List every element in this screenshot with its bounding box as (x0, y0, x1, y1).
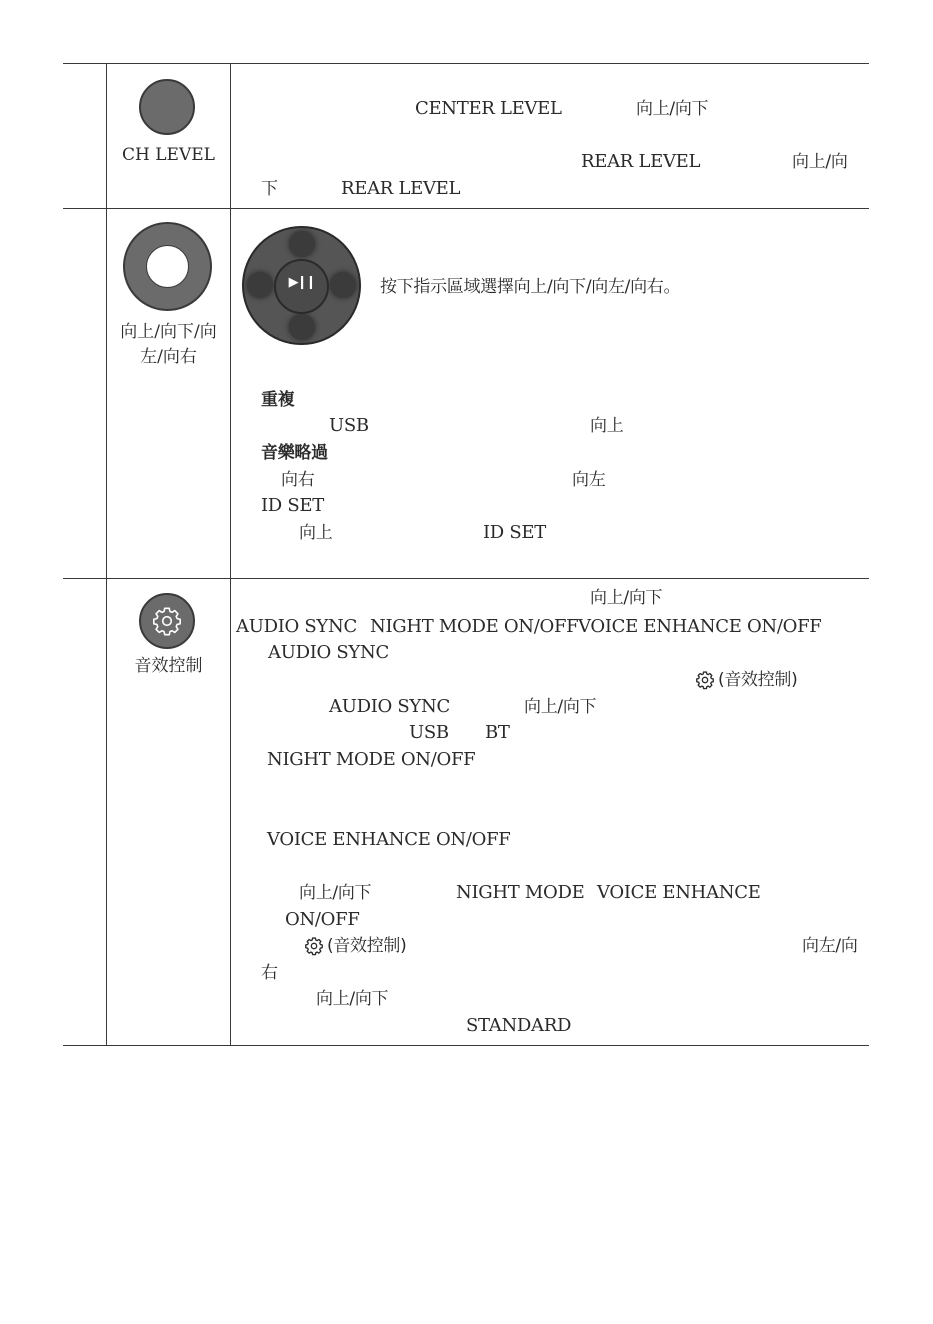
row1-rear-level-text-2: REAR LEVEL (341, 178, 461, 199)
row1-center-level-text: CENTER LEVEL (415, 98, 562, 119)
idset-text: ID SET (483, 522, 546, 543)
r3-on-off-text: ON/OFF (285, 909, 360, 930)
r3-bt-text: BT (485, 722, 510, 743)
skip-right-text: 向右 (281, 470, 315, 490)
r3-voice-enhance-1: VOICE ENHANCE ON/OFF (578, 616, 822, 637)
r3-sound-control-ref-1: (音效控制) (718, 670, 798, 690)
r3-right-text: 右 (261, 963, 278, 983)
r3-leftright-text: 向左/向 (802, 936, 858, 956)
row1-down-text: 下 (261, 179, 278, 199)
dpad-left-dot-icon (247, 272, 273, 298)
ch-level-label: CH LEVEL (122, 145, 215, 165)
ch-level-button-icon (139, 79, 195, 135)
repeat-usb-text: USB (329, 415, 369, 436)
row1-updown-text: 向上/向下 (636, 99, 709, 119)
r3-updown-4: 向上/向下 (316, 989, 389, 1009)
r3-night-mode-1: NIGHT MODE ON/OFF (370, 616, 579, 637)
r3-usb-text: USB (409, 722, 449, 743)
column-divider-left (106, 63, 107, 1046)
column-divider-right (230, 63, 231, 1046)
r3-voice-enhance-3: VOICE ENHANCE (597, 882, 761, 903)
play-pause-glyph: ▶❙❙ (288, 275, 315, 290)
sound-control-label: 音效控制 (134, 656, 203, 676)
r3-updown-1: 向上/向下 (590, 588, 663, 608)
r3-updown-2: 向上/向下 (524, 697, 597, 717)
gear-icon-inline-1 (695, 670, 715, 690)
idset-heading: ID SET (261, 495, 324, 516)
dpad-label-line1: 向上/向下/向 (120, 322, 217, 342)
repeat-heading: 重複 (261, 390, 295, 410)
dpad-down-dot-icon (289, 314, 315, 340)
dpad-label-line2: 左/向右 (140, 347, 197, 367)
row1-rear-level-text: REAR LEVEL (581, 151, 701, 172)
table-top-rule (63, 63, 869, 64)
dpad-up-dot-icon (289, 231, 315, 257)
idset-up-text: 向上 (299, 523, 333, 543)
row-divider-2 (63, 578, 869, 579)
r3-night-mode-3: NIGHT MODE (456, 882, 585, 903)
gear-icon (151, 605, 183, 637)
dpad-description: 按下指示區域選擇向上/向下/向左/向右。 (380, 277, 681, 297)
r3-audio-sync-1: AUDIO SYNC (236, 616, 357, 637)
repeat-up-text: 向上 (590, 416, 624, 436)
dpad-right-dot-icon (330, 272, 356, 298)
row1-updown-text-2: 向上/向 (792, 152, 848, 172)
gear-icon-inline-2 (304, 936, 324, 956)
r3-standard-text: STANDARD (466, 1015, 572, 1036)
r3-audio-sync-3: AUDIO SYNC (329, 696, 450, 717)
r3-sound-control-ref-2: (音效控制) (327, 936, 407, 956)
skip-heading: 音樂略過 (261, 443, 328, 463)
dpad-center-icon (146, 245, 189, 288)
table-bottom-rule (63, 1045, 869, 1046)
skip-left-text: 向左 (572, 470, 606, 490)
r3-audio-sync-2: AUDIO SYNC (268, 642, 389, 663)
r3-voice-enhance-2: VOICE ENHANCE ON/OFF (267, 829, 511, 850)
row-divider-1 (63, 208, 869, 209)
r3-updown-3: 向上/向下 (299, 883, 372, 903)
r3-night-mode-2: NIGHT MODE ON/OFF (267, 749, 476, 770)
